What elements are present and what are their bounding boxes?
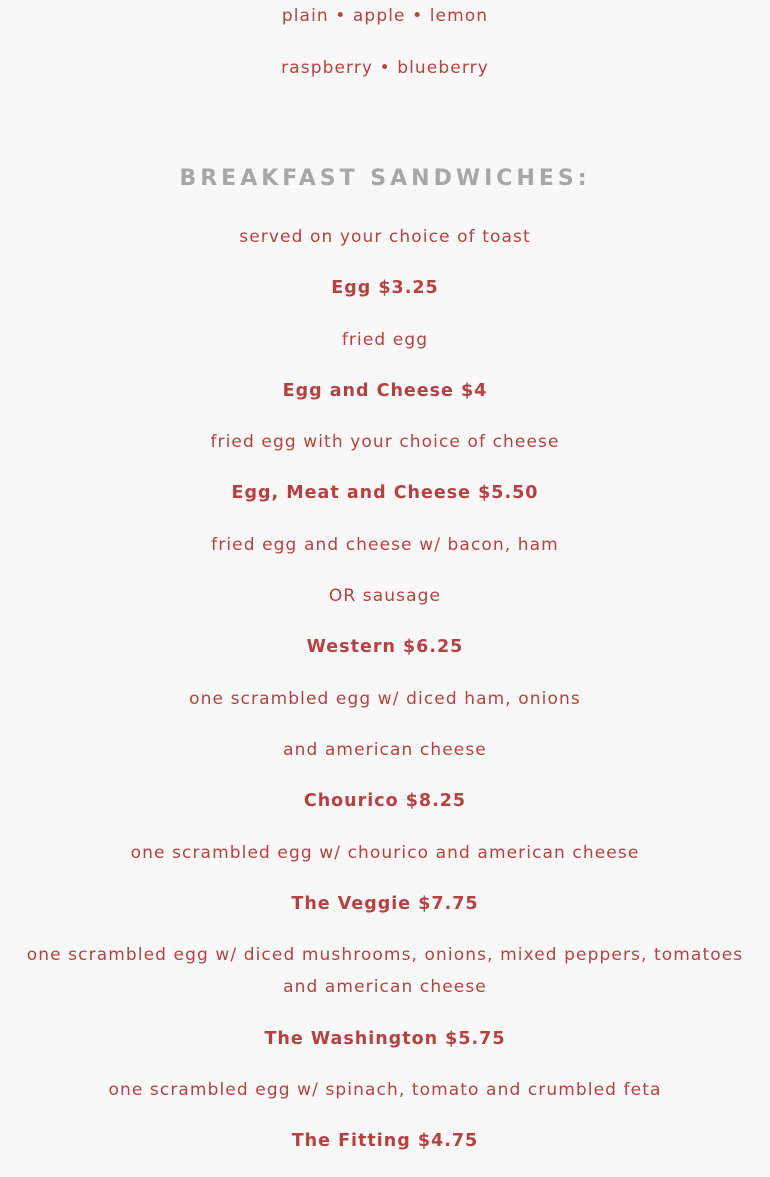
menu-item-name: Western $6.25 (306, 637, 464, 657)
menu-item-name: The Fitting $4.75 (291, 1131, 479, 1151)
menu-item-name: Egg $3.25 (331, 278, 439, 298)
menu-item-name: The Washington $5.75 (264, 1029, 506, 1049)
section-intro: served on your choice of toast (239, 227, 531, 247)
menu-item-description: OR sausage (328, 586, 442, 606)
section-heading: BREAKFAST SANDWICHES: (179, 166, 591, 191)
menu-item-description: fried egg and cheese w/ bacon, ham (211, 535, 559, 555)
menu-item-name: Chourico $8.25 (303, 791, 467, 811)
menu-item-name: The Veggie $7.75 (291, 894, 479, 914)
menu-item-description: fried egg (341, 330, 429, 350)
menu-item-name: Egg and Cheese $4 (282, 381, 488, 401)
flavor-options-line-2: raspberry • blueberry (281, 58, 489, 78)
menu-item-name: Egg, Meat and Cheese $5.50 (231, 483, 539, 503)
menu-item-description: one scrambled egg w/ diced mushrooms, onions, mixed peppers, tomatoes and american cheese (26, 945, 744, 997)
menu-item-description: one scrambled egg w/ diced ham, onions (189, 689, 581, 709)
menu-item-description: fried egg with your choice of cheese (210, 432, 560, 452)
flavor-options-line-1: plain • apple • lemon (281, 6, 489, 26)
menu-item-description: one scrambled egg w/ chourico and american cheese (130, 843, 640, 863)
menu-item-description: and american cheese (283, 740, 487, 760)
menu-item-description: one scrambled egg w/ spinach, tomato and crumbled feta (108, 1080, 662, 1100)
